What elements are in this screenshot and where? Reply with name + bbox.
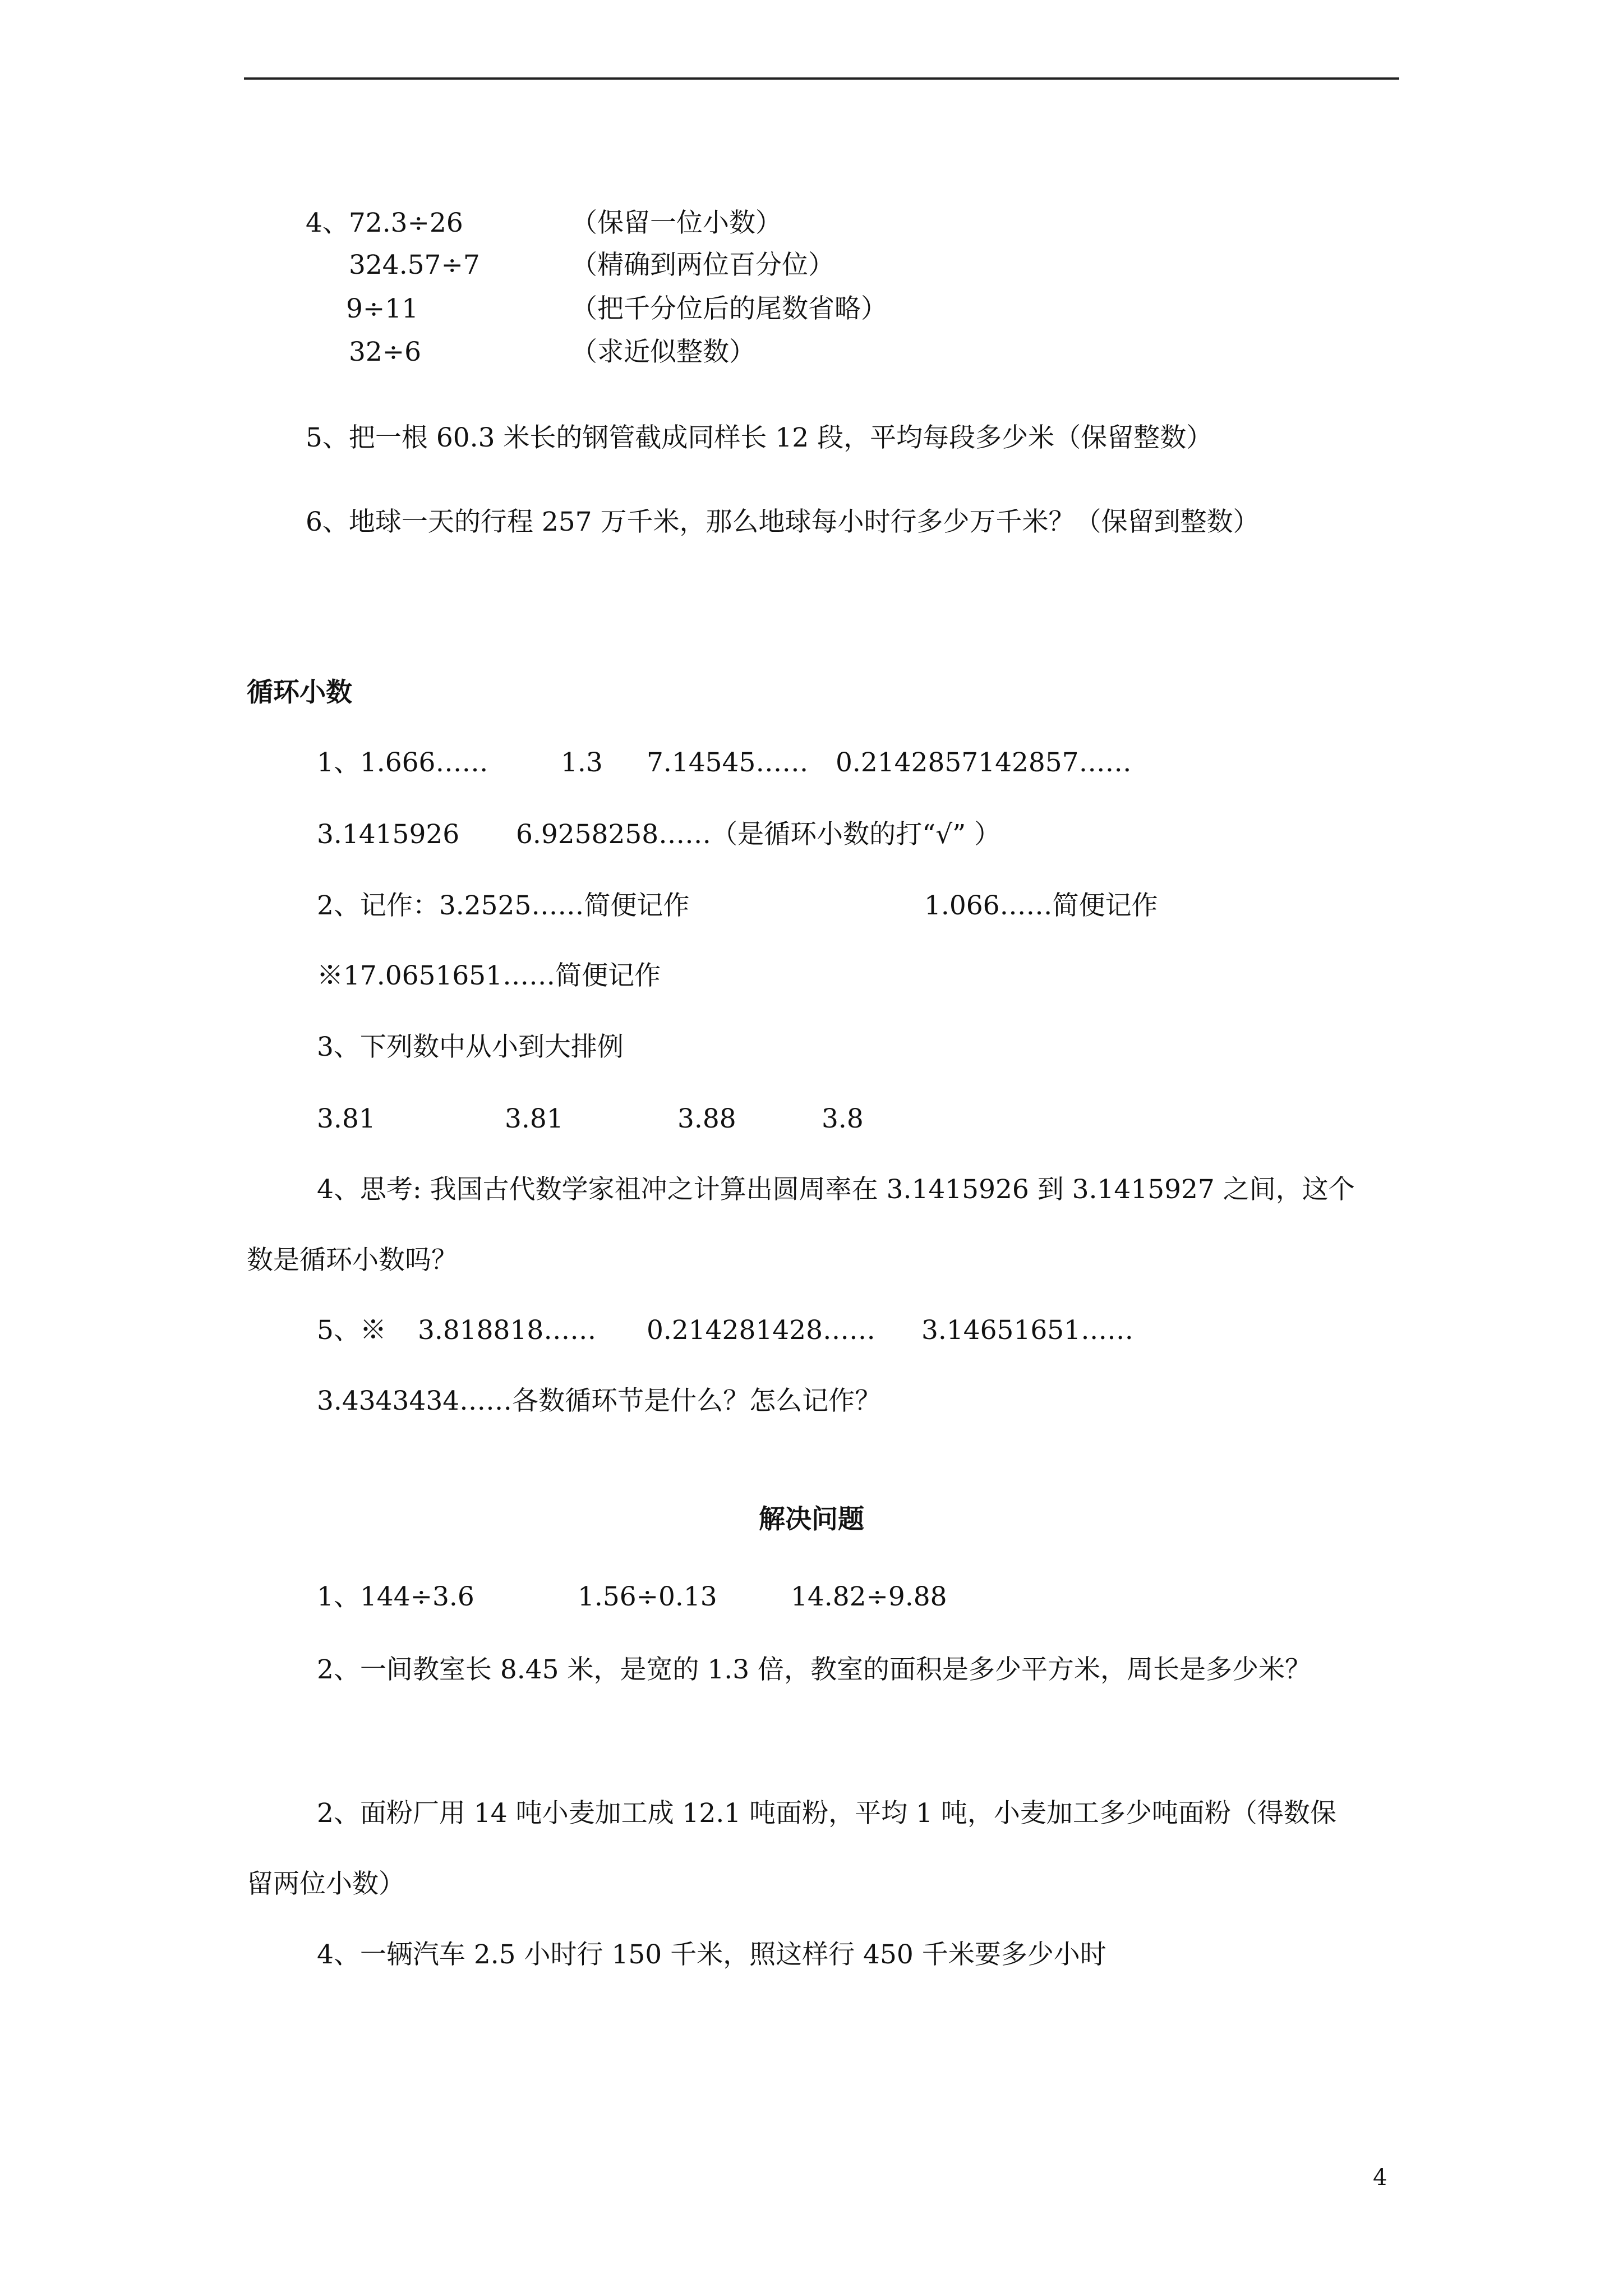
b-q5-line-2: 3.4343434……各数循环节是什么？怎么记作？ xyxy=(317,1386,882,1416)
c-q3-line-1: 2、面粉厂用 14 吨小麦加工成 12.1 吨面粉，平均 1 吨，小麦加工多少吨面粉（得数保 xyxy=(317,1798,1336,1829)
c-question-4: 4、一辆汽车 2.5 小时行 150 千米，照这样行 450 千米要多少小时 xyxy=(317,1939,1106,1970)
heading-repeating-decimals: 循环小数 xyxy=(247,677,352,708)
question-6: 6、地球一天的行程 257 万千米，那么地球每小时行多少万千米？（保留到整数） xyxy=(306,507,1260,537)
heading-problem-solving: 解决问题 xyxy=(759,1504,864,1535)
c-q1-item-3: 14.82÷9.88 xyxy=(791,1581,947,1612)
c-q3-line-2: 留两位小数） xyxy=(247,1869,405,1899)
b-q1-item-4: 0.2142857142857…… xyxy=(836,747,1132,778)
b-q2-extra: ※17.0651651……简便记作 xyxy=(317,960,661,991)
b-q1-item-3: 7.14545…… xyxy=(647,747,809,778)
b-q4-line-1: 4、思考: 我国古代数学家祖冲之计算出圆周率在 3.1415926 到 3.1415927 之间，这个 xyxy=(317,1174,1355,1205)
q4-note-2: （精确到两位百分位） xyxy=(571,250,834,280)
c-q1-item-1: 1、144÷3.6 xyxy=(317,1581,474,1612)
q4-expr-4: 32÷6 xyxy=(349,337,422,367)
b-q1-item-5: 3.1415926 xyxy=(317,819,460,850)
b-q1-item-2: 1.3 xyxy=(561,747,603,778)
b-q3-num-4: 3.8 xyxy=(822,1103,864,1134)
b-question-3: 3、下列数中从小到大排例 xyxy=(317,1032,624,1062)
question-5: 5、把一根 60.3 米长的钢管截成同样长 12 段，平均每段多少米（保留整数） xyxy=(306,422,1213,453)
b-q4-line-2: 数是循环小数吗？ xyxy=(247,1245,458,1276)
q4-note-1: （保留一位小数） xyxy=(571,208,782,238)
b-q5-item-3: 0.214281428…… xyxy=(647,1315,875,1346)
b-q5-item-1: 5、※ xyxy=(317,1315,386,1346)
b-q3-num-1: 3.81 xyxy=(317,1103,376,1134)
q4-expr-3: 9÷11 xyxy=(346,293,419,324)
c-question-2: 2、一间教室长 8.45 米，是宽的 1.3 倍，教室的面积是多少平方米，周长是多少米？ xyxy=(317,1654,1312,1685)
b-q1-item-6: 6.9258258……（是循环小数的打“√” ） xyxy=(516,819,1001,850)
b-q2-part-1: 2、记作：3.2525……简便记作 xyxy=(317,890,690,921)
q4-note-4: （求近似整数） xyxy=(571,337,755,367)
b-q5-item-2: 3.818818…… xyxy=(418,1315,597,1346)
header-rule xyxy=(244,77,1399,80)
b-q5-item-4: 3.14651651…… xyxy=(921,1315,1134,1346)
b-q3-num-3: 3.88 xyxy=(677,1103,736,1134)
b-q3-num-2: 3.81 xyxy=(505,1103,564,1134)
page-number: 4 xyxy=(1373,2165,1387,2191)
q4-expr-2: 324.57÷7 xyxy=(349,250,480,280)
c-q1-item-2: 1.56÷0.13 xyxy=(578,1581,717,1612)
b-q1-item-1: 1、1.666…… xyxy=(317,747,488,778)
q4-expr-1: 4、72.3÷26 xyxy=(306,208,463,238)
b-q2-part-2: 1.066……简便记作 xyxy=(924,890,1158,921)
q4-note-3: （把千分位后的尾数省略） xyxy=(571,293,887,324)
